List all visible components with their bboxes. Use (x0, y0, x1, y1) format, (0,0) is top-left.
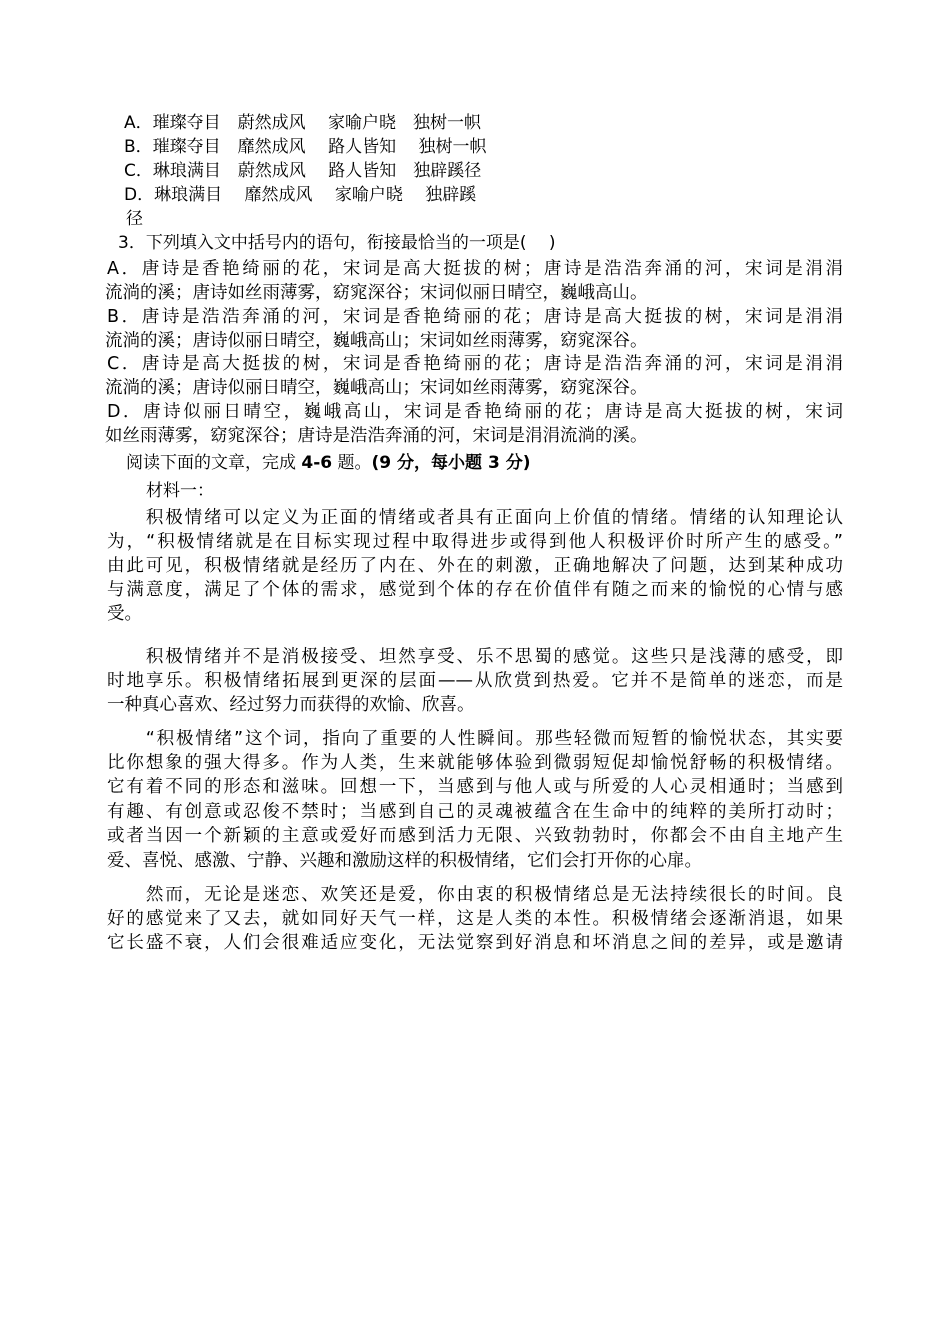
reading-points: (9 分，每小题 3 分) (371, 453, 531, 473)
material-title: 材料一： (146, 481, 214, 501)
q2-option-d-continuation: 径 (126, 209, 143, 229)
paragraph-line: “积极情绪”这个词，指向了重要的人性瞬间。那些轻微而短暂的愉悦状态，其实要 (107, 729, 843, 749)
paragraph-line: 它有着不同的形态和滋味。回想一下，当感到与他人或与所爱的人心灵相通时；当感到 (107, 777, 843, 797)
reading-instruction (126, 451, 530, 475)
paragraph-line: 比你想象的强大得多。作为人类，生来就能够体验到微弱短促却愉悦舒畅的积极情绪。 (107, 753, 843, 773)
q2-option-a: A．璀璨夺目 蔚然成风 家喻户晓 独树一帜 (124, 113, 482, 133)
paragraph-line: 然而，无论是迷恋、欢笑还是爱，你由衷的积极情绪总是无法持续很长的时间。良 (107, 885, 843, 905)
paragraph-line: 一种真心喜欢、经过努力而获得的欢愉、欣喜。 (107, 695, 475, 715)
paragraph-line: 有趣、有创意或忍俊不禁时；当感到自己的灵魂被蕴含在生命中的纯粹的美所打动时； (107, 802, 843, 822)
paragraph-line: 积极情绪并不是消极接受、坦然享受、乐不思蜀的感觉。这些只是浅薄的感受，即 (107, 647, 843, 667)
q2-option-d: D．琳琅满目 靡然成风 家喻户晓 独辟蹊 (124, 185, 477, 205)
paragraph-line: 受。 (107, 604, 142, 624)
q3-option-c-line1: C．唐诗是高大挺拔的树，宋词是香艳绮丽的花；唐诗是浩浩奔涌的河，宋词是涓涓 (107, 354, 843, 374)
q3-option-b-line2: 流淌的溪；唐诗似丽日晴空，巍峨高山；宋词如丝雨薄雾，窈窕深谷。 (105, 331, 648, 351)
paragraph-line: 爱、喜悦、感激、宁静、兴趣和激励这样的积极情绪，它们会打开你的心扉。 (107, 851, 702, 871)
reading-intro-text: 阅读下面的文章，完成 (126, 453, 296, 473)
paragraph-line: 时地享乐。积极情绪拓展到更深的层面——从欣赏到热爱。它并不是简单的迷恋，而是 (107, 671, 843, 691)
q2-option-c: C．琳琅满目 蔚然成风 路人皆知 独辟蹊径 (124, 161, 482, 181)
q3-option-a-line1: A．唐诗是香艳绮丽的花，宋词是高大挺拔的树；唐诗是浩浩奔涌的河，宋词是涓涓 (107, 259, 843, 279)
paragraph-line: 或者当因一个新颖的主意或爱好而感到活力无限、兴致勃勃时，你都会不由自主地产生 (107, 826, 843, 846)
paragraph-line: 与满意度，满足了个体的需求，感觉到个体的存在价值伴有随之而来的愉悦的心情与感 (107, 580, 843, 600)
q3-option-d-line1: D．唐诗似丽日晴空，巍峨高山，宋词是香艳绮丽的花；唐诗是高大挺拔的树，宋词 (107, 402, 843, 422)
q3-option-d-line2: 如丝雨薄雾，窈窕深谷；唐诗是浩浩奔涌的河，宋词是涓涓流淌的溪。 (105, 426, 648, 446)
q3-option-c-line2: 流淌的溪；唐诗似丽日晴空，巍峨高山；宋词如丝雨薄雾，窈窕深谷。 (105, 378, 648, 398)
paragraph-line: 由此可见，积极情绪就是经历了内在、外在的刺激，正确地解决了问题，达到某种成功 (107, 556, 843, 576)
paragraph-line: 为，“积极情绪就是在目标实现过程中取得进步或得到他人积极评价时所产生的感受。” (107, 532, 843, 552)
paragraph-line: 它长盛不衰，人们会很难适应变化，无法觉察到好消息和坏消息之间的差异，或是邀请 (107, 933, 843, 953)
q2-option-b: B．璀璨夺目 靡然成风 路人皆知 独树一帜 (124, 137, 487, 157)
q3-option-b-line1: B．唐诗是浩浩奔涌的河，宋词是香艳绮丽的花；唐诗是高大挺拔的树，宋词是涓涓 (107, 307, 843, 327)
q3-option-a-line2: 流淌的溪；唐诗如丝雨薄雾，窈窕深谷；宋词似丽日晴空，巍峨高山。 (105, 283, 648, 303)
paragraph-line: 积极情绪可以定义为正面的情绪或者具有正面向上价值的情绪。情绪的认知理论认 (107, 508, 843, 528)
q3-stem: 3．下列填入文中括号内的语句，衔接最恰当的一项是( ) (118, 233, 556, 253)
reading-question-range: 4-6 (301, 453, 333, 473)
reading-intro-suffix: 题。 (337, 453, 372, 473)
paragraph-line: 好的感觉来了又去，就如同好天气一样，这是人类的本性。积极情绪会逐渐消退，如果 (107, 909, 843, 929)
